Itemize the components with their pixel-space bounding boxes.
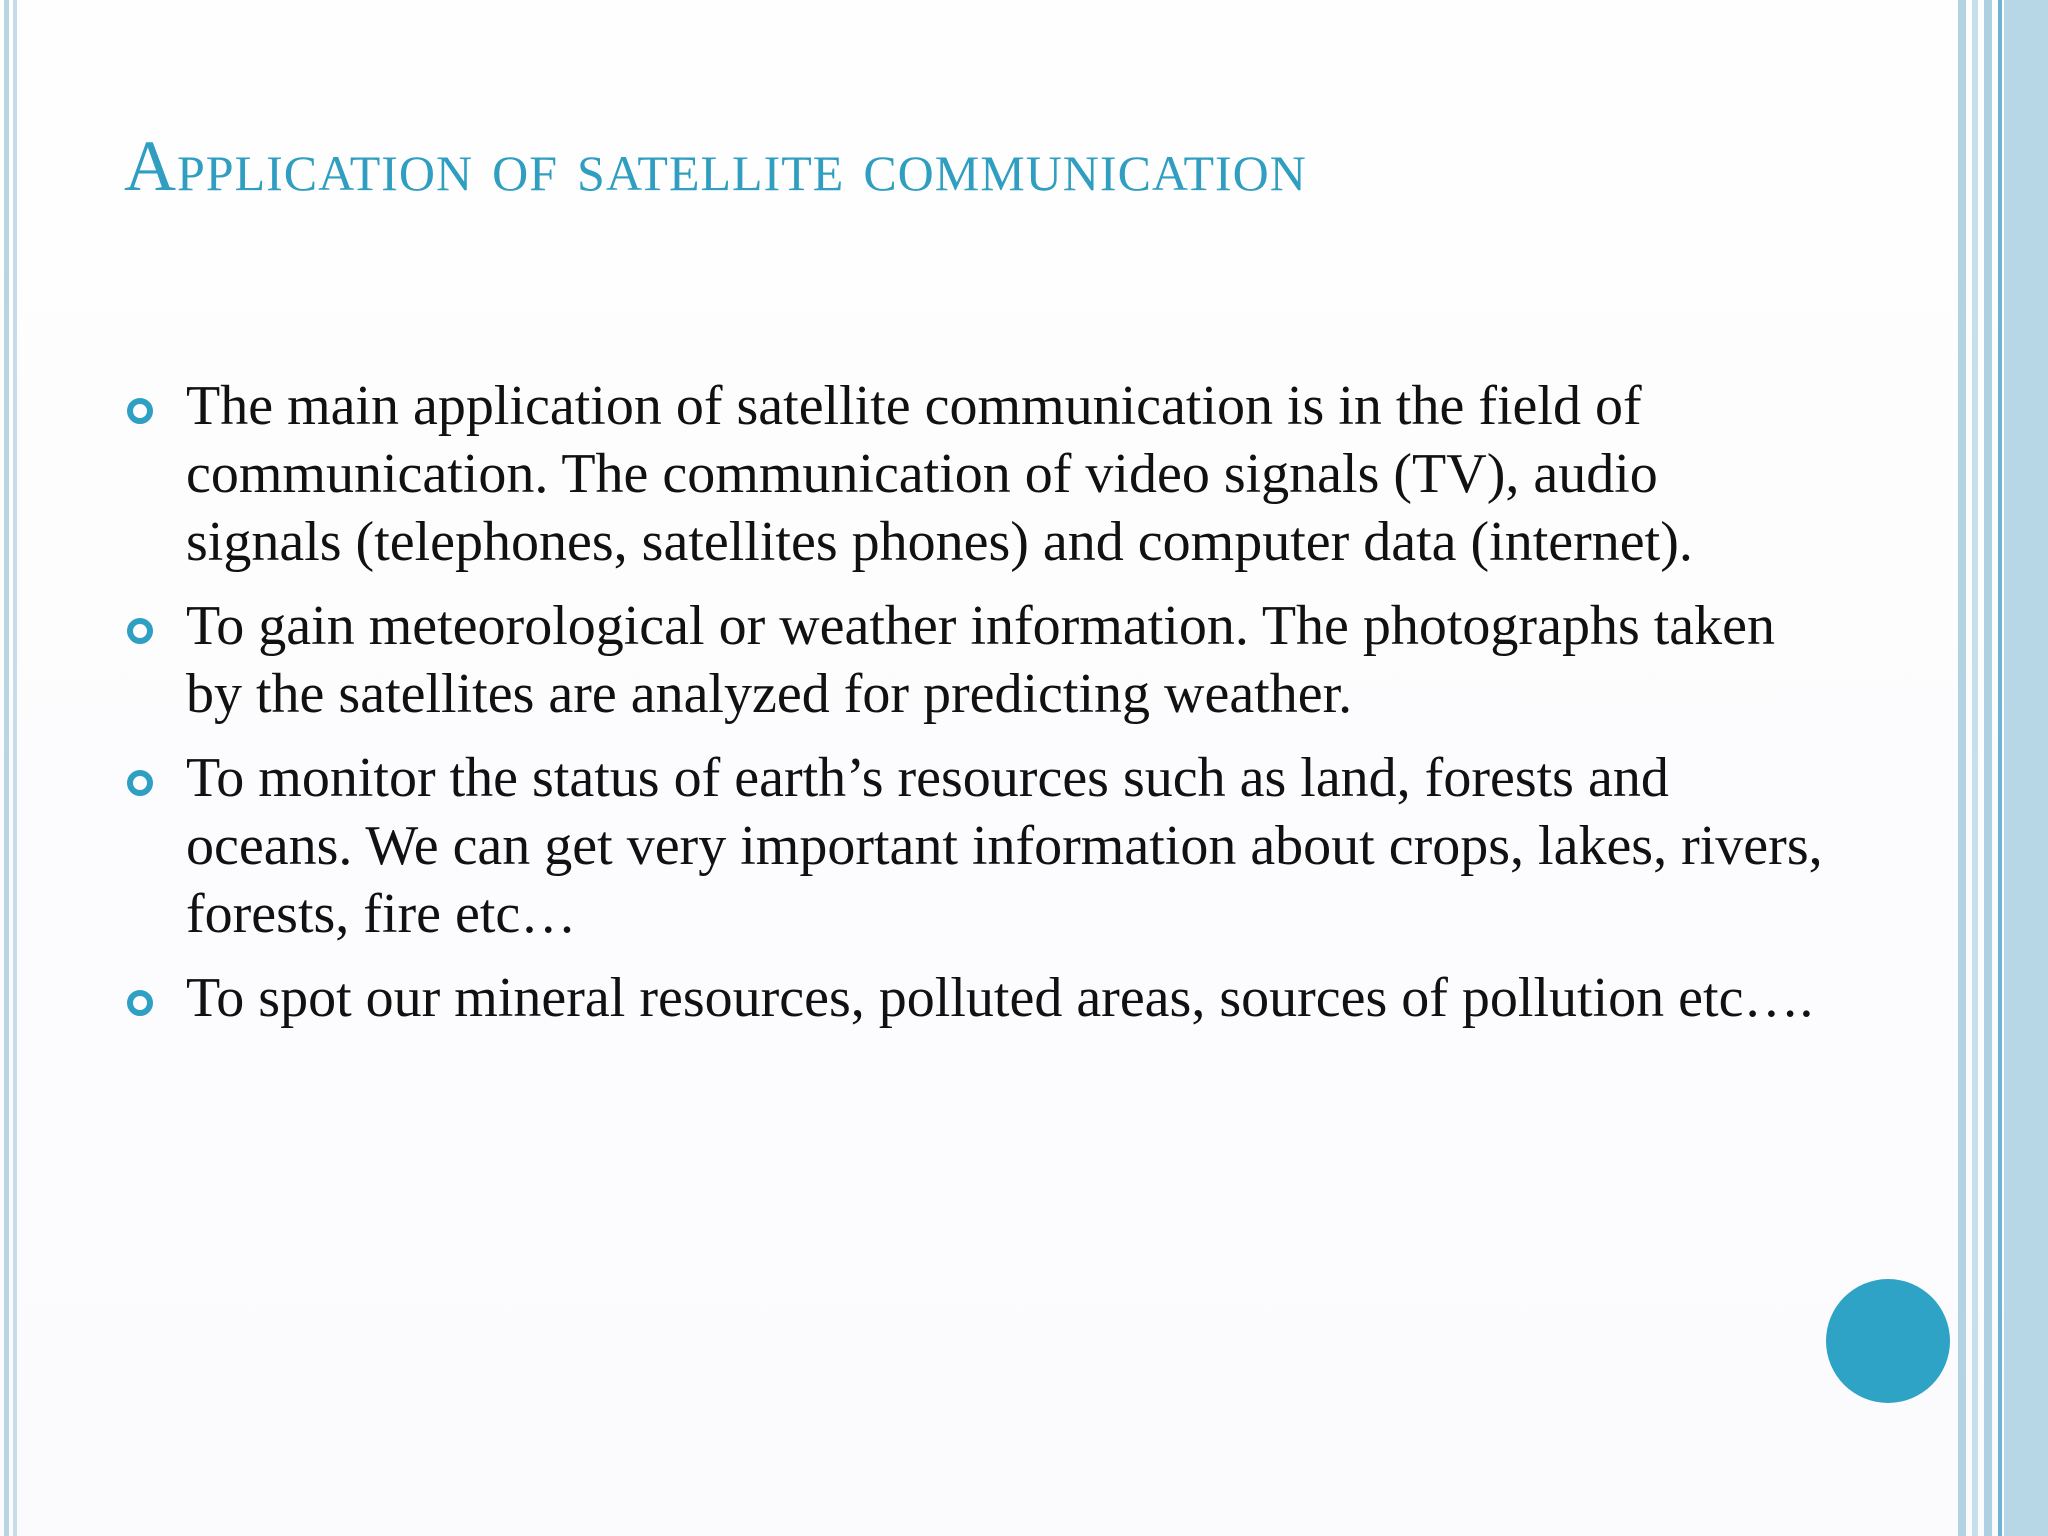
left-border-line xyxy=(4,0,9,1536)
bullet-text: To gain meteorological or weather information. The photographs taken by the satellites are analyzed for predicting weather. xyxy=(186,595,1775,725)
bullet-item xyxy=(124,964,1824,1032)
left-border-decoration xyxy=(0,0,24,1536)
bullet-ring-icon xyxy=(127,990,153,1016)
bullet-item xyxy=(124,592,1824,728)
bullet-list xyxy=(124,372,1824,1048)
bullet-text: To spot our mineral resources, polluted areas, sources of pollution etc…. xyxy=(186,967,1814,1029)
right-border-bar xyxy=(1984,0,1992,1536)
left-border-line xyxy=(13,0,17,1536)
slide-title: Application of satellite communication xyxy=(124,126,1307,206)
bullet-ring-icon xyxy=(127,618,153,644)
bullet-ring-icon xyxy=(127,770,153,796)
right-border-bar xyxy=(1972,0,1978,1536)
right-border-bar xyxy=(2004,0,2048,1536)
bullet-ring-icon xyxy=(127,398,153,424)
bullet-text: To monitor the status of earth’s resources such as land, forests and oceans. We can get very important information about crops, lakes, rivers, forests, fire etc… xyxy=(186,747,1823,945)
bullet-text: The main application of satellite communication is in the field of communication. The communication of video signals (TV), audio signals (telephones, satellites phones) and computer data (internet). xyxy=(186,375,1693,573)
right-border-decoration xyxy=(1958,0,2048,1536)
right-border-bar xyxy=(1958,0,1966,1536)
decorative-circle xyxy=(1826,1279,1950,1403)
bullet-item xyxy=(124,744,1824,948)
right-border-bar xyxy=(1998,0,2002,1536)
bullet-item xyxy=(124,372,1824,576)
